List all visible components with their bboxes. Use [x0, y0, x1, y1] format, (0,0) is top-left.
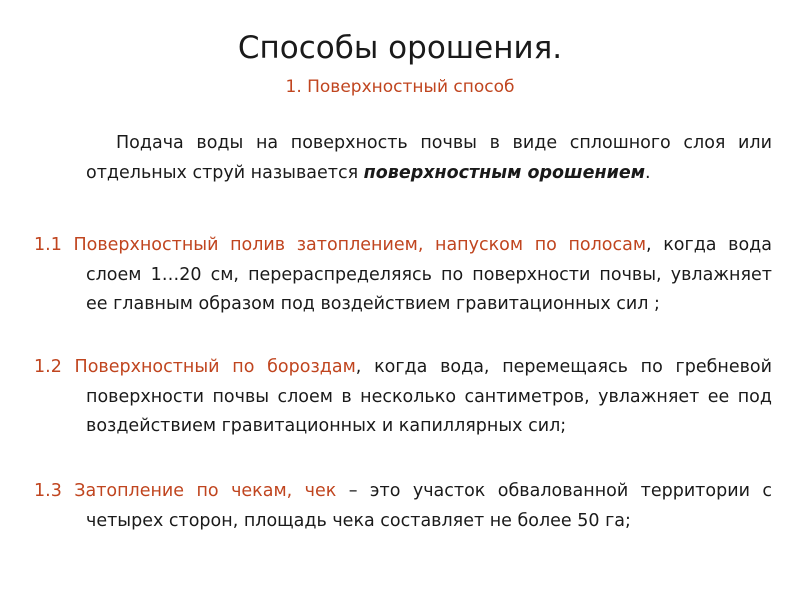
list-item-1-2: [34, 353, 772, 442]
list-item-heading: 1.1 Поверхностный полив затоплением, напуском по полосам: [34, 235, 647, 255]
list-item-heading: 1.3 Затопление по чекам, чек: [34, 481, 337, 501]
list-item-1-1: [34, 231, 772, 320]
list-item-heading: 1.2 Поверхностный по бороздам: [34, 357, 356, 377]
list-item-text: – это участок обвалованной территории с четырех сторон, площадь чека составляет не более 50 га;: [86, 481, 772, 531]
list-item-text: , когда вода, перемещаясь по гребневой поверхности почвы слоем в несколько сантиметров, увлажняет ее под воздействием гравитационных и капиллярных сил;: [86, 357, 772, 437]
list-item-text: , когда вода слоем 1…20 см, перераспределяясь по поверхности почвы, увлажняет ее главным образом под воздействием гравитационных сил ;: [86, 235, 772, 315]
slide-title: Способы орошения.: [237, 30, 563, 66]
intro-end: .: [645, 162, 651, 183]
intro-text: Подача воды на поверхность почвы в виде сплошного слоя или отдельных струй называется: [86, 133, 772, 183]
list-item-1-3: [34, 477, 772, 536]
intro-paragraph: [86, 129, 772, 188]
slide-subtitle: 1. Поверхностный способ: [285, 77, 515, 97]
intro-term: поверхностным орошением: [363, 162, 646, 183]
